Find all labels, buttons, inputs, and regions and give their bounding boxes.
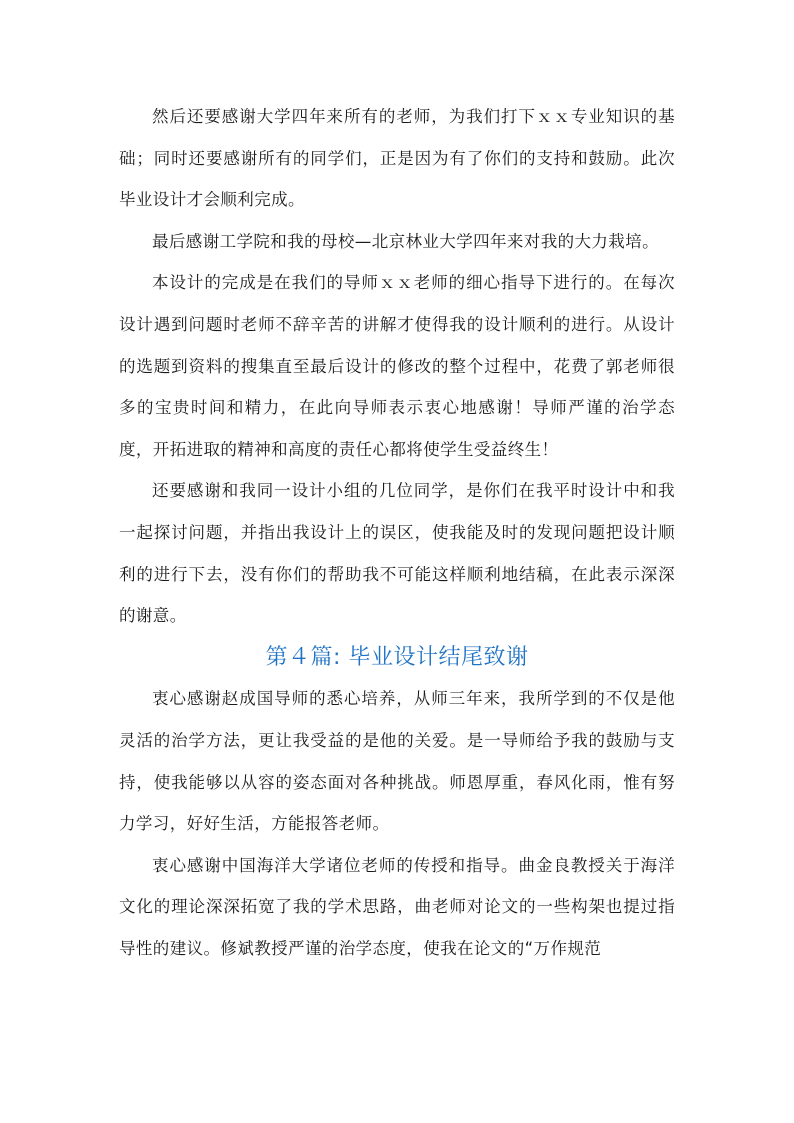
paragraph-thanks-classmates: 还要感谢和我同一设计小组的几位同学，是你们在我平时设计中和我一起探讨问题，并指出我设计上的误区，使我能及时的发现问题把设计顺利的进行下去，没有你们的帮助我不可能这样顺利地结稿，在此表示深深的谢意。 [119, 481, 675, 626]
paragraph-thanks-mentor: 衷心感谢赵成国导师的悉心培养，从师三年来，我所学到的不仅是他灵活的治学方法，更让我受益的是他的关爱。是一导师给予我的鼓励与支持，使我能够以从容的姿态面对各种挑战。师恩厚重，春风化雨，惟有努力学习，好好生活，方能报答老师。 [119, 689, 675, 834]
paragraph-thanks-advisor: 本设计的完成是在我们的导师ｘｘ老师的细心指导下进行的。在每次设计遇到问题时老师不辞辛苦的讲解才使得我的设计顺利的进行。从设计的选题到资料的搜集直至最后设计的修改的整个过程中，花费了郭老师很多的宝贵时间和精力，在此向导师表示衷心地感谢！导师严谨的治学态度，开拓进取的精神和高度的责任心都将使学生受益终生！ [119, 273, 675, 459]
paragraph-thanks-teachers: 然后还要感谢大学四年来所有的老师，为我们打下ｘｘ专业知识的基础；同时还要感谢所有的同学们，正是因为有了你们的支持和鼓励。此次毕业设计才会顺利完成。 [119, 107, 675, 210]
section-heading: 第４篇: 毕业设计结尾致谢 [265, 644, 529, 670]
document-body [119, 96, 675, 969]
paragraph-thanks-university: 最后感谢工学院和我的母校—北京林业大学四年来对我的大力栽培。 [152, 231, 659, 251]
paragraph-thanks-faculty: 衷心感谢中国海洋大学诸位老师的传授和指导。曲金良教授关于海洋文化的理论深深拓宽了我的学术思路，曲老师对论文的一些构架也提过指导性的建议。修斌教授严谨的治学态度，使我在论文的“万作规范 [119, 855, 675, 958]
